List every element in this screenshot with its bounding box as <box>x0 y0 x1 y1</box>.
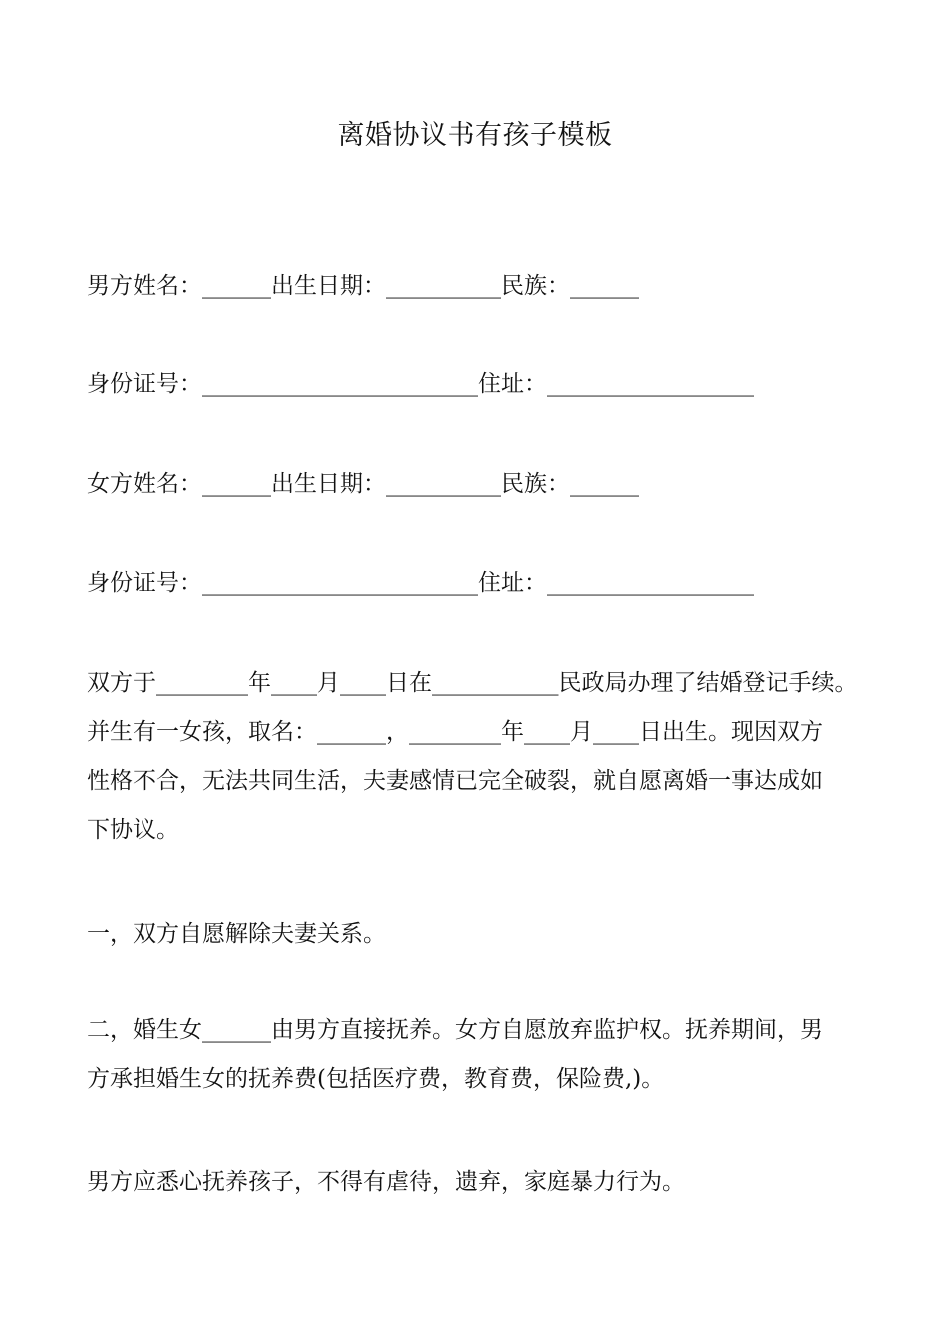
intro-line: 下协议。 <box>87 817 179 843</box>
male-info-line: 男方姓名：______出生日期：__________民族：______ <box>87 273 639 299</box>
clause-1: 一，双方自愿解除夫妻关系。 <box>87 921 386 947</box>
female-id-address-line: 身份证号：________________________住址：__________________ <box>87 570 754 596</box>
intro-line: 并生有一女孩，取名：______，________年____月____日出生。现因双方 <box>87 719 823 745</box>
clause-2-line: 方承担婚生女的抚养费(包括医疗费，教育费，保险费,)。 <box>87 1066 665 1092</box>
female-info-line: 女方姓名：______出生日期：__________民族：______ <box>87 471 639 497</box>
intro-line: 性格不合，无法共同生活，夫妻感情已完全破裂，就自愿离婚一事达成如 <box>87 768 823 794</box>
male-id-address-line: 身份证号：________________________住址：__________________ <box>87 371 754 397</box>
intro-line: 双方于________年____月____日在___________民政局办理了结婚登记手续。 <box>87 670 858 696</box>
clause-3: 男方应悉心抚养孩子，不得有虐待，遗弃，家庭暴力行为。 <box>87 1169 685 1195</box>
clause-2-paragraph <box>87 1006 877 1104</box>
intro-paragraph <box>87 659 877 855</box>
document-title: 离婚协议书有孩子模板 <box>337 120 613 151</box>
clause-2-line: 二，婚生女______由男方直接抚养。女方自愿放弃监护权。抚养期间，男 <box>87 1017 823 1043</box>
